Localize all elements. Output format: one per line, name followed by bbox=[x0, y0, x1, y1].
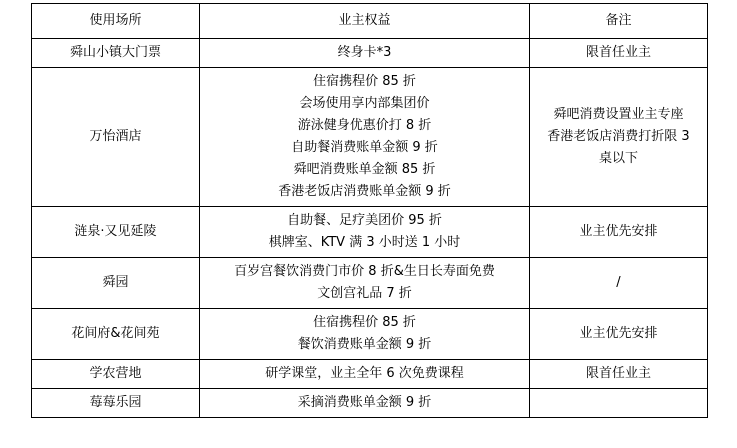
place-line: 学农营地 bbox=[89, 366, 142, 381]
cell-place bbox=[32, 68, 200, 207]
place-line: 舜园 bbox=[102, 275, 129, 290]
cell-place bbox=[32, 389, 200, 418]
remark-line: 舜吧消费设置业主专座 bbox=[553, 107, 684, 122]
remark-line: 业主优先安排 bbox=[579, 224, 658, 239]
owner-benefits-table bbox=[31, 3, 708, 418]
table-row bbox=[32, 309, 708, 360]
table-row bbox=[32, 39, 708, 68]
place-line: 莓莓乐园 bbox=[89, 395, 142, 410]
cell-benefits bbox=[200, 389, 530, 418]
cell-benefits bbox=[200, 207, 530, 258]
column-header-remark: 备注 bbox=[530, 4, 708, 39]
cell-benefits bbox=[200, 309, 530, 360]
benefit-line: 餐饮消费账单金额 9 折 bbox=[297, 337, 432, 352]
remark-line: 业主优先安排 bbox=[579, 326, 658, 341]
benefit-line: 采摘消费账单金额 9 折 bbox=[297, 395, 432, 410]
benefit-line: 住宿携程价 85 折 bbox=[313, 74, 416, 89]
cell-place bbox=[32, 258, 200, 309]
cell-remark bbox=[530, 258, 708, 309]
cell-benefits bbox=[200, 258, 530, 309]
remark-line: 限首任业主 bbox=[585, 45, 651, 60]
benefit-line: 终身卡*3 bbox=[337, 45, 392, 60]
column-header-place: 使用场所 bbox=[32, 4, 200, 39]
table-header-row bbox=[32, 4, 708, 39]
cell-remark bbox=[530, 389, 708, 418]
benefit-line: 游泳健身优惠价打 8 折 bbox=[297, 118, 432, 133]
cell-place bbox=[32, 207, 200, 258]
remark-line: / bbox=[616, 275, 621, 290]
benefit-line: 百岁宫餐饮消费门市价 8 折&生日长寿面免费 bbox=[234, 264, 495, 279]
remark-line: 限首任业主 bbox=[585, 366, 651, 381]
benefit-line: 棋牌室、KTV 满 3 小时送 1 小时 bbox=[268, 235, 461, 250]
cell-remark bbox=[530, 68, 708, 207]
table-row bbox=[32, 68, 708, 207]
cell-benefits bbox=[200, 360, 530, 389]
cell-benefits bbox=[200, 68, 530, 207]
remark-line: 香港老饭店消费打折限 3 bbox=[547, 129, 690, 144]
cell-place bbox=[32, 39, 200, 68]
cell-remark bbox=[530, 39, 708, 68]
remark-line: 桌以下 bbox=[598, 151, 638, 166]
cell-place bbox=[32, 360, 200, 389]
cell-remark bbox=[530, 207, 708, 258]
benefit-line: 研学课堂，业主全年 6 次免费课程 bbox=[265, 366, 464, 381]
table-row bbox=[32, 207, 708, 258]
place-line: 涟泉·又见延陵 bbox=[74, 224, 157, 239]
place-line: 舜山小镇大门票 bbox=[69, 45, 161, 60]
table-row bbox=[32, 360, 708, 389]
cell-remark bbox=[530, 309, 708, 360]
benefit-line: 香港老饭店消费账单金额 9 折 bbox=[278, 184, 451, 199]
cell-remark bbox=[530, 360, 708, 389]
benefit-line: 舜吧消费账单金额 85 折 bbox=[293, 162, 436, 177]
benefit-line: 住宿携程价 85 折 bbox=[313, 315, 416, 330]
benefit-line: 自助餐消费账单金额 9 折 bbox=[291, 140, 438, 155]
place-line: 万怡酒店 bbox=[89, 129, 142, 144]
column-header-benefits: 业主权益 bbox=[200, 4, 530, 39]
cell-benefits bbox=[200, 39, 530, 68]
benefit-line: 文创宫礼品 7 折 bbox=[317, 286, 412, 301]
place-line: 花间府&花间苑 bbox=[71, 326, 160, 341]
table-row bbox=[32, 389, 708, 418]
cell-place bbox=[32, 309, 200, 360]
benefit-line: 自助餐、足疗美团价 95 折 bbox=[287, 213, 442, 228]
benefit-line: 会场使用享内部集团价 bbox=[299, 96, 430, 111]
table-row bbox=[32, 258, 708, 309]
